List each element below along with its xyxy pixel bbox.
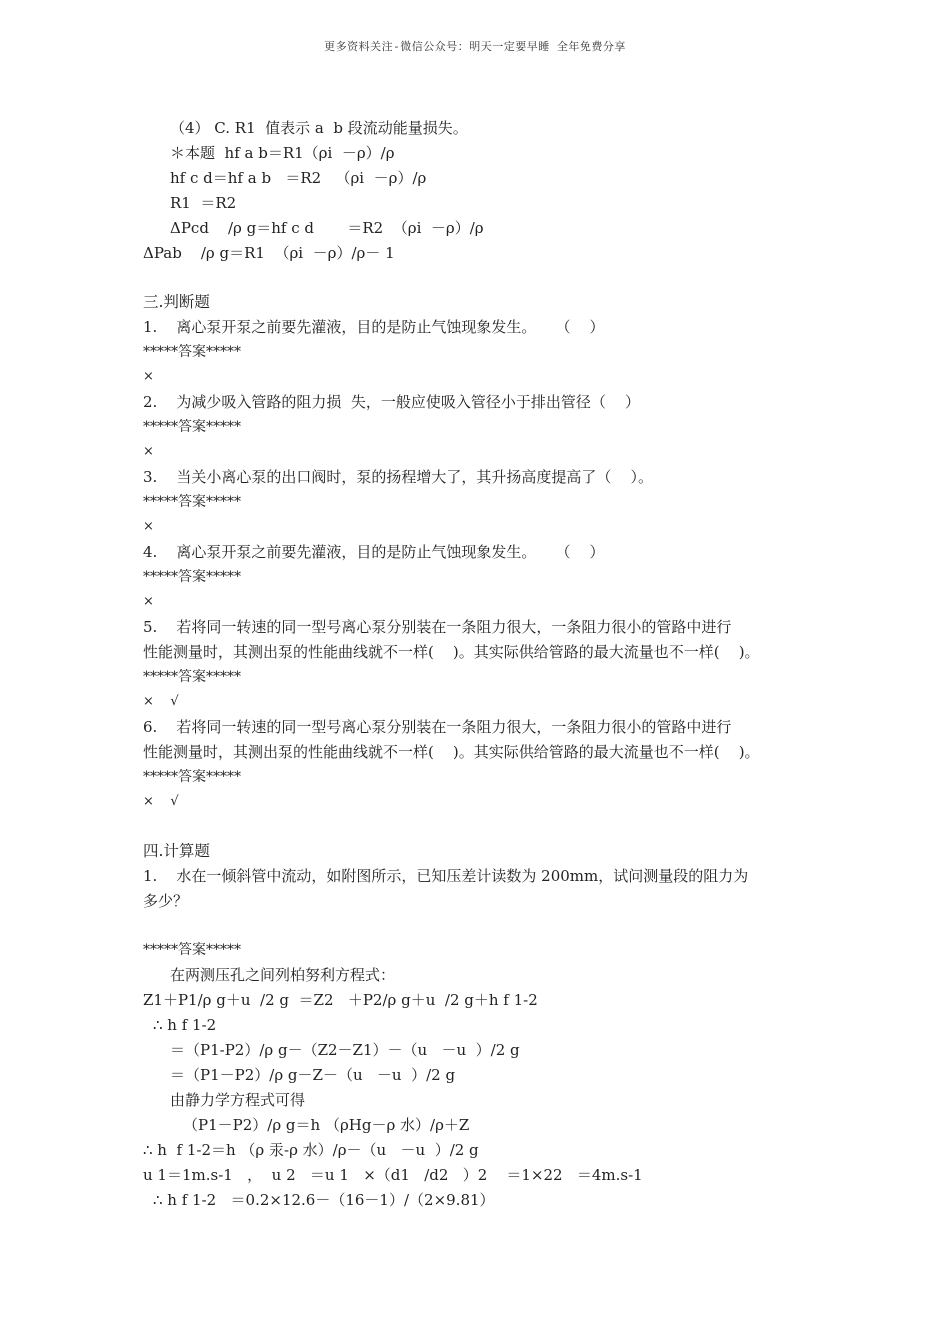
judge-answer-6: × √ <box>143 794 179 809</box>
calc-solution-line-2: Z1＋P1/ρ g＋u /2 g ＝Z2 ＋P2/ρ g＋u /2 g＋h f 1-2 <box>143 991 538 1009</box>
calc-question-1-line-2: 多少？ <box>143 892 189 910</box>
answer-label: *****答案***** <box>143 769 241 785</box>
judge-question-5-line-2: 性能测量时，其测出泵的性能曲线就不一样( )。其实际供给管路的最大流量也不一样( )。 <box>143 643 760 661</box>
calc-solution-line-9: u 1＝1m.s-1 ， u 2 ＝u 1 ×（d1 /d2 ）2 ＝1×22 ＝4m.s-1 <box>143 1166 643 1184</box>
page-header-banner: 更多资料关注-微信公众号：明天一定要早睡 全年免费分享 <box>324 40 626 53</box>
calc-solution-line-3: ∴ h f 1-2 <box>153 1016 217 1034</box>
judge-question-3: 3. 当关小离心泵的出口阀时，泵的扬程增大了，其升扬高度提高了（ ）。 <box>143 468 653 486</box>
judge-question-1: 1. 离心泵开泵之前要先灌液，目的是防止气蚀现象发生。 （ ） <box>143 318 605 336</box>
judge-answer-2: × <box>143 444 154 459</box>
calc-solution-line-5: ＝（P1－P2）/ρ g－Z－（u －u ）/2 g <box>170 1066 456 1084</box>
answer-label: *****答案***** <box>143 494 241 510</box>
answer-label: *****答案***** <box>143 942 241 958</box>
answer-label: *****答案***** <box>143 344 241 360</box>
judge-answer-3: × <box>143 519 154 534</box>
calc-solution-line-7: （P1－P2）/ρ g＝h （ρHg－ρ 水）/ρ＋Z <box>183 1116 470 1134</box>
part4-line-5: ΔPcd /ρ g＝hf c d ＝R2 （ρi －ρ）/ρ <box>170 219 484 237</box>
calc-solution-line-10: ∴ h f 1-2 ＝0.2×12.6－（16－1）/（2×9.81） <box>153 1191 495 1209</box>
answer-label: *****答案***** <box>143 569 241 585</box>
part4-line-3: hf c d＝hf a b ＝R2 （ρi －ρ）/ρ <box>170 169 427 187</box>
calc-solution-line-6: 由静力学方程式可得 <box>170 1091 306 1109</box>
part4-line-6: ΔPab /ρ g＝R1 （ρi －ρ）/ρ－ 1 <box>143 244 395 262</box>
judge-question-4: 4. 离心泵开泵之前要先灌液，目的是防止气蚀现象发生。 （ ） <box>143 543 605 561</box>
calc-solution-line-8: ∴ h f 1-2＝h （ρ 汞-ρ 水）/ρ－（u －u ）/2 g <box>143 1141 479 1159</box>
judge-question-2: 2. 为减少吸入管路的阻力损 失，一般应使吸入管径小于排出管径（ ） <box>143 393 640 411</box>
section-title-judge: 三.判断题 <box>143 293 210 311</box>
answer-label: *****答案***** <box>143 419 241 435</box>
calc-solution-line-1: 在两测压孔之间列柏努利方程式： <box>170 966 396 984</box>
judge-answer-5: × √ <box>143 694 179 709</box>
calc-solution-line-4: ＝（P1-P2）/ρ g－（Z2－Z1）－（u －u ）/2 g <box>170 1041 520 1059</box>
judge-answer-4: × <box>143 594 154 609</box>
answer-label: *****答案***** <box>143 669 241 685</box>
calc-question-1-line-1: 1. 水在一倾斜管中流动，如附图所示，已知压差计读数为 200mm，试问测量段的阻力为 <box>143 867 749 885</box>
judge-question-6-line-2: 性能测量时，其测出泵的性能曲线就不一样( )。其实际供给管路的最大流量也不一样( )。 <box>143 743 760 761</box>
judge-question-6-line-1: 6. 若将同一转速的同一型号离心泵分别装在一条阻力很大，一条阻力很小的管路中进行 <box>143 718 732 736</box>
judge-answer-1: × <box>143 369 154 384</box>
part4-line-2: ＊本题 hf a b＝R1（ρi －ρ）/ρ <box>170 144 395 162</box>
section-title-calc: 四.计算题 <box>143 842 210 860</box>
part4-line-4: R1 ＝R2 <box>170 194 237 212</box>
judge-question-5-line-1: 5. 若将同一转速的同一型号离心泵分别装在一条阻力很大，一条阻力很小的管路中进行 <box>143 618 732 636</box>
part4-line-1: （4） C. R1 值表示 a b 段流动能量损失。 <box>170 119 468 137</box>
